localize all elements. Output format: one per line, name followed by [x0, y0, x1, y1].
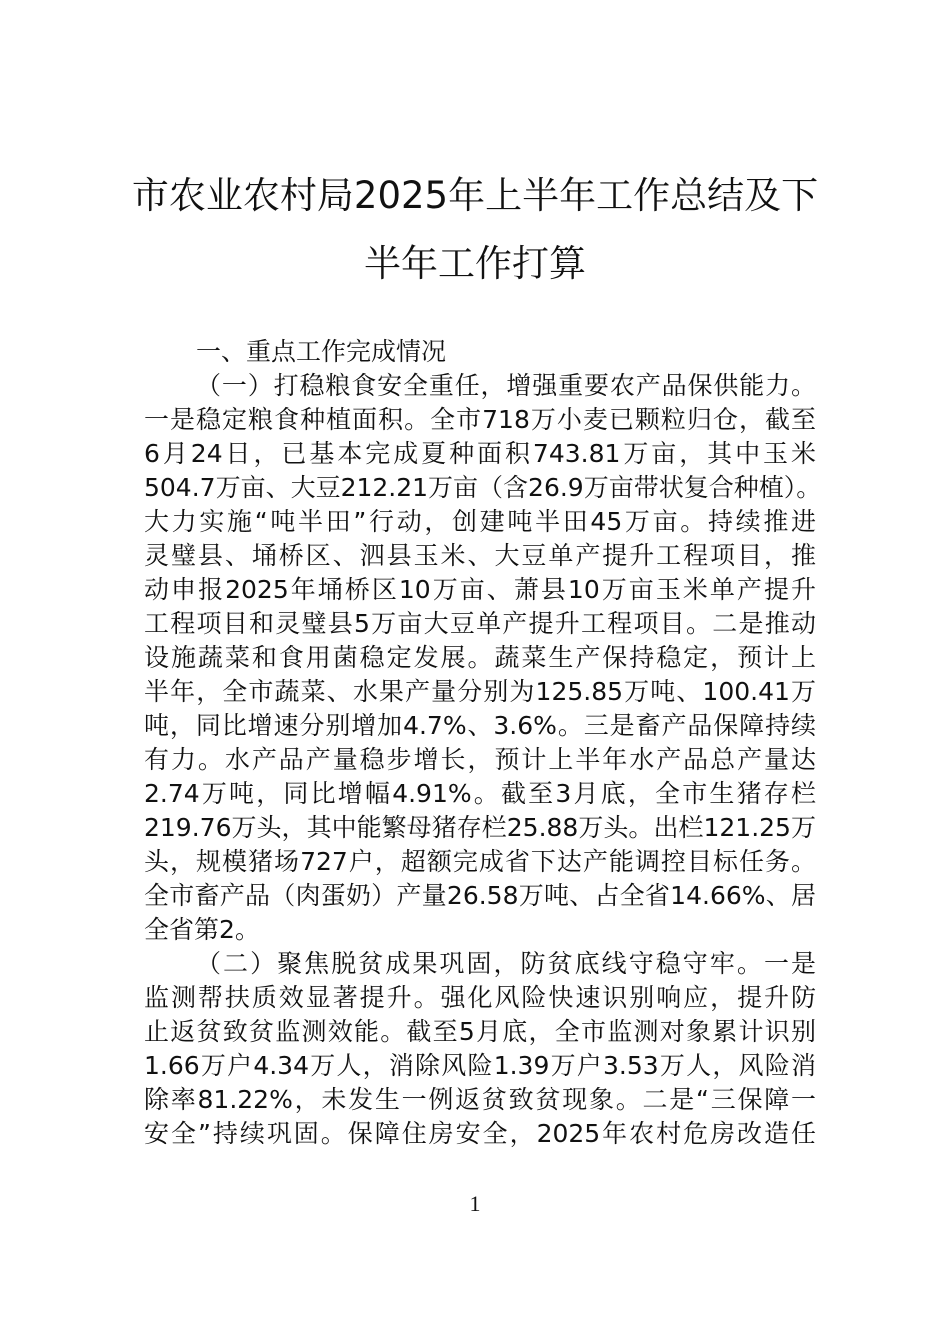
paragraph-line: 6月24日，已基本完成夏种面积743.81万亩，其中玉米: [144, 439, 816, 468]
paragraph-line: （一）打稳粮食安全重任，增强重要农产品保供能力。: [196, 371, 816, 400]
paragraph-line: 安全”持续巩固。保障住房安全，2025年农村危房改造任: [144, 1119, 816, 1148]
paragraph-line: 1.66万户4.34万人，消除风险1.39万户3.53万人，风险消: [144, 1051, 816, 1080]
paragraph-line: （二）聚焦脱贫成果巩固，防贫底线守稳守牢。一是: [196, 949, 816, 978]
document-title-line-2: 半年工作打算: [364, 242, 586, 285]
paragraph-line: 止返贫致贫监测效能。截至5月底，全市监测对象累计识别: [144, 1017, 816, 1046]
paragraph-line: 除率81.22%，未发生一例返贫致贫现象。二是“三保障一: [144, 1085, 816, 1114]
document-title-line-1: 市农业农村局2025年上半年工作总结及下: [131, 174, 819, 217]
paragraph-line: 半年，全市蔬菜、水果产量分别为125.85万吨、100.41万: [144, 677, 816, 706]
paragraph-line: 全省第2。: [144, 915, 260, 944]
paragraph-line: 2.74万吨，同比增幅4.91%。截至3月底，全市生猪存栏: [144, 779, 816, 808]
paragraph-line: 219.76万头，其中能繁母猪存栏25.88万头。出栏121.25万: [144, 813, 816, 842]
paragraph-line: 一是稳定粮食种植面积。全市718万小麦已颗粒归仓，截至: [144, 405, 816, 434]
paragraph-line: 全市畜产品（肉蛋奶）产量26.58万吨、占全省14.66%、居: [144, 881, 816, 910]
paragraph-line: 动申报2025年埇桥区10万亩、萧县10万亩玉米单产提升: [144, 575, 816, 604]
paragraph-line: 504.7万亩、大豆212.21万亩（含26.9万亩带状复合种植）。: [144, 473, 822, 502]
page-number: 1: [469, 1191, 481, 1216]
paragraph-line: 工程项目和灵璧县5万亩大豆单产提升工程项目。二是推动: [144, 609, 816, 638]
paragraph-line: 有力。水产品产量稳步增长，预计上半年水产品总产量达: [144, 745, 816, 774]
paragraph-line: 吨，同比增速分别增加4.7%、3.6%。三是畜产品保障持续: [144, 711, 816, 740]
section-heading: 一、重点工作完成情况: [196, 337, 447, 366]
paragraph-line: 大力实施“吨半田”行动，创建吨半田45万亩。持续推进: [144, 507, 816, 536]
paragraph-line: 监测帮扶质效显著提升。强化风险快速识别响应，提升防: [144, 983, 816, 1012]
paragraph-line: 灵璧县、埇桥区、泗县玉米、大豆单产提升工程项目，推: [144, 541, 816, 570]
paragraph-line: 头，规模猪场727户，超额完成省下达产能调控目标任务。: [144, 847, 816, 876]
paragraph-line: 设施蔬菜和食用菌稳定发展。蔬菜生产保持稳定，预计上: [144, 643, 816, 672]
